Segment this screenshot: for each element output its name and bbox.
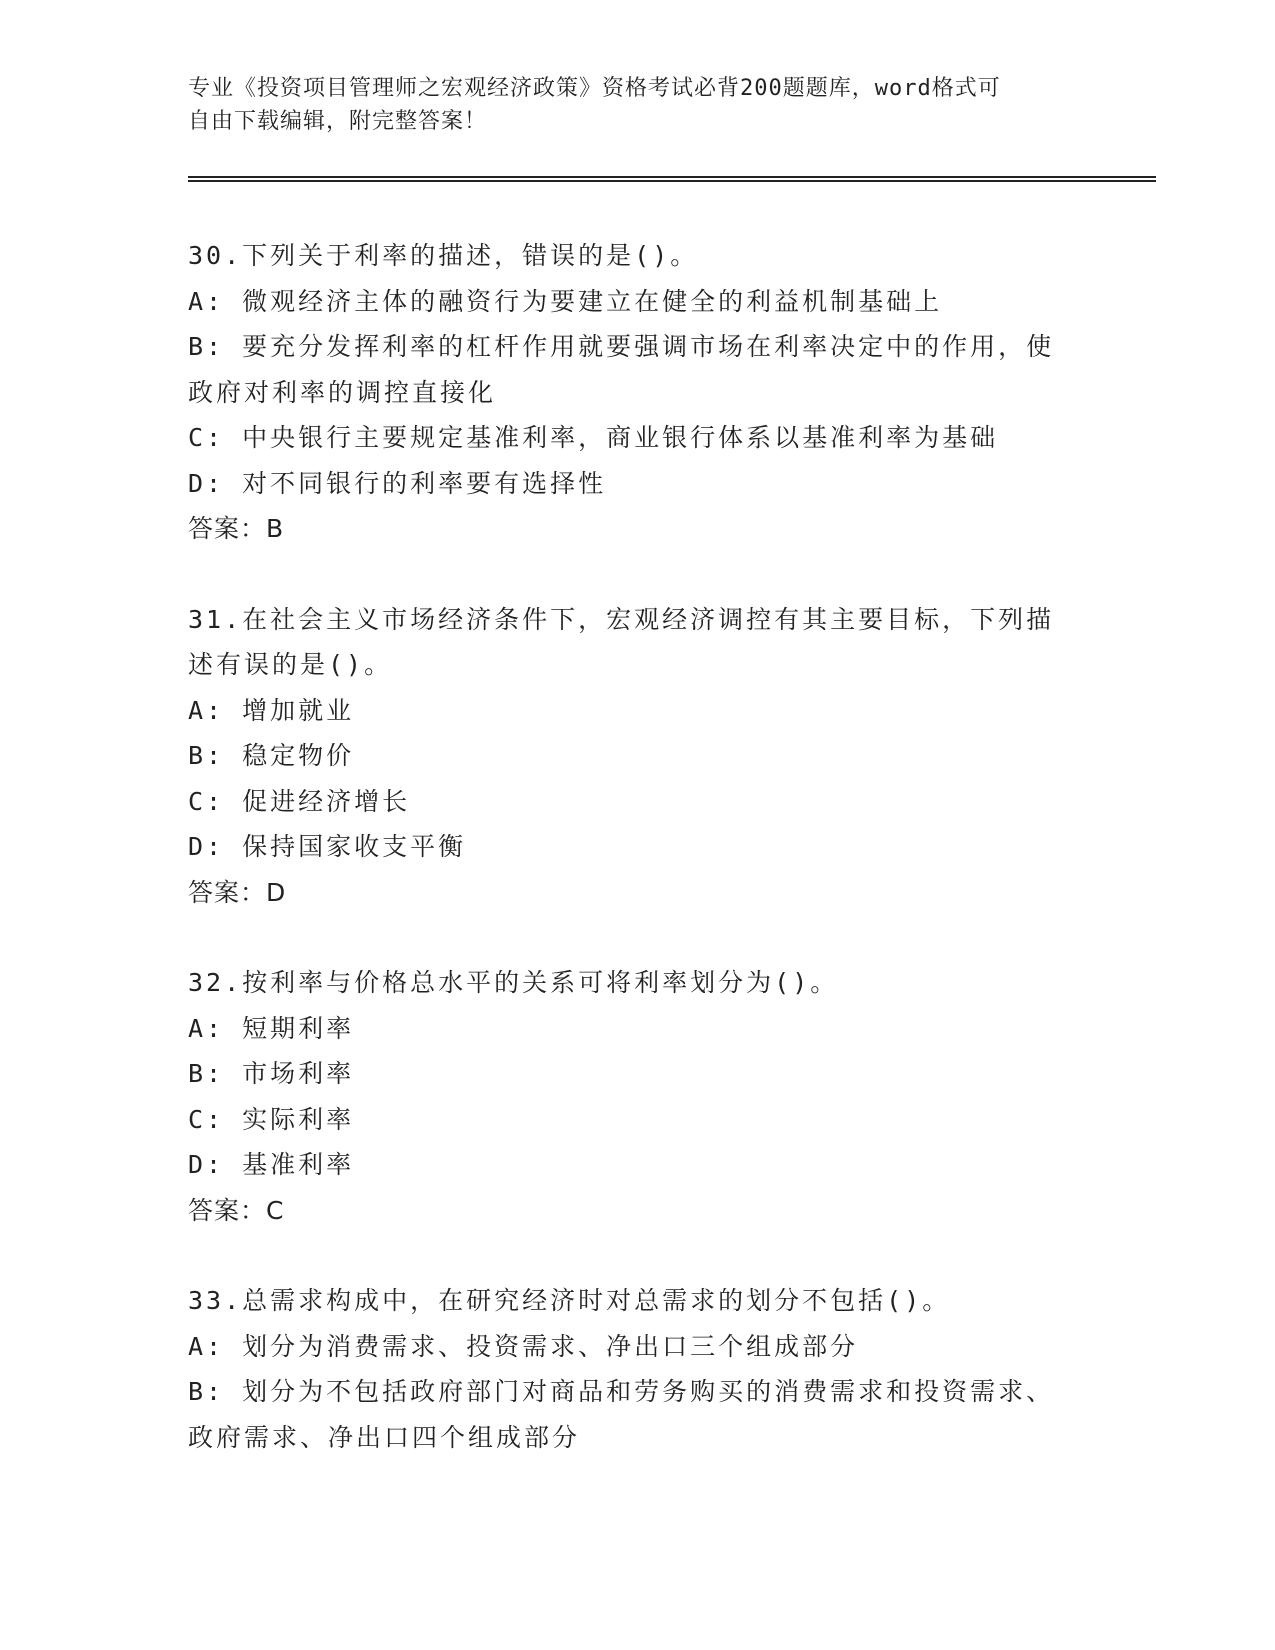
option-c: C: 促进经济增长 (188, 786, 411, 816)
option-a: A: 划分为消费需求、投资需求、净出口三个组成部分 (188, 1331, 859, 1361)
question-30 (188, 233, 1068, 552)
option-c: C: 实际利率 (188, 1104, 355, 1134)
option-b: B: 划分为不包括政府部门对商品和劳务购买的消费需求和投资需求、 (188, 1377, 1055, 1406)
answer-label: 答案：C (188, 1195, 285, 1225)
question-list (188, 233, 1068, 1505)
option-a: A: 微观经济主体的融资行为要建立在健全的利益机制基础上 (188, 286, 943, 316)
option-a: A: 短期利率 (188, 1013, 355, 1043)
question-stem: 33.总需求构成中，在研究经济时对总需求的划分不包括()。 (188, 1286, 951, 1315)
document-header (188, 72, 1068, 138)
question-stem: 31.在社会主义市场经济条件下，宏观经济调控有其主要目标，下列描 (188, 604, 1055, 634)
header-line-1: 专业《投资项目管理师之宏观经济政策》资格考试必背200题题库，word格式可 (188, 76, 1001, 101)
option-a: A: 增加就业 (188, 695, 355, 725)
question-33 (188, 1278, 1068, 1460)
option-b-continued: 政府需求、净出口四个组成部分 (188, 1422, 581, 1452)
option-d: D: 对不同银行的利率要有选择性 (188, 468, 607, 498)
option-b: B: 市场利率 (188, 1059, 355, 1088)
option-b: B: 要充分发挥利率的杠杆作用就要强调市场在利率决定中的作用，使 (188, 332, 1055, 361)
question-stem-continued: 述有误的是()。 (188, 650, 393, 679)
option-d: D: 保持国家收支平衡 (188, 832, 467, 861)
question-stem: 30.下列关于利率的描述，错误的是()。 (188, 241, 699, 270)
answer-label: 答案：B (188, 514, 285, 543)
answer-label: 答案：D (188, 877, 287, 907)
question-stem: 32.按利率与价格总水平的关系可将利率划分为()。 (188, 968, 839, 997)
option-b: B: 稳定物价 (188, 741, 355, 770)
option-b-continued: 政府对利率的调控直接化 (188, 377, 497, 407)
option-d: D: 基准利率 (188, 1150, 355, 1179)
header-line-2: 自由下载编辑，附完整答案！ (188, 109, 488, 134)
option-c: C: 中央银行主要规定基准利率，商业银行体系以基准利率为基础 (188, 423, 999, 452)
header-divider (188, 176, 1156, 182)
question-32 (188, 960, 1068, 1233)
question-31 (188, 597, 1068, 916)
